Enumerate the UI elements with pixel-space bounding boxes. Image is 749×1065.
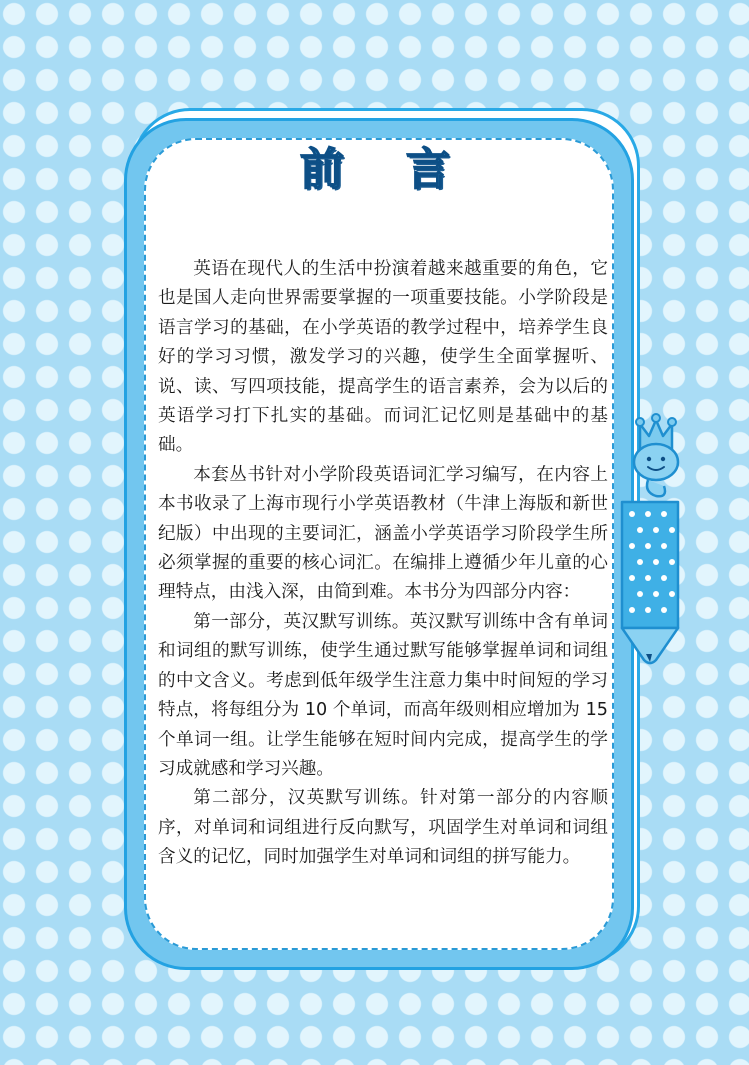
paragraph-3: 第一部分，英汉默写训练。英汉默写训练中含有单词和词组的默写训练，使学生通过默写能够掌握单词和词组的中文含义。考虑到低年级学生注意力集中时间短的学习特点，将每组分为 10 个单词，而高年级则相应增加为 15 个单词一组。让学生能够在短时间内完成，提高学生的学习成就感和学习兴趣。 <box>158 611 608 779</box>
title-char-1: 前 <box>300 144 344 195</box>
paragraph-2: 本套丛书针对小学阶段英语词汇学习编写，在内容上本书收录了上海市现行小学英语教材（牛津上海版和新世纪版）中出现的主要词汇，涵盖小学英语学习阶段学生所必须掌握的重要的核心词汇。在编排上遵循少年儿童的心理特点，由浅入深，由简到难。本书分为四部分内容： <box>158 464 608 603</box>
paragraph-1: 英语在现代人的生活中扮演着越来越重要的角色，它也是国人走向世界需要掌握的一项重要技能。小学阶段是语言学习的基础，在小学英语的教学过程中，培养学生良好的学习习惯，激发学习的兴趣，使学生全面掌握听、说、读、写四项技能，提高学生的语言素养，会为以后的英语学习打下扎实的基础。而词汇记忆则是基础中的基础。 <box>158 259 608 456</box>
page-title <box>300 140 450 200</box>
paragraph-4: 第二部分，汉英默写训练。针对第一部分的内容顺序，对单词和词组进行反向默写，巩固学生对单词和词组含义的记忆，同时加强学生对单词和词组的拼写能力。 <box>158 788 608 868</box>
crowned-pencil-mascot-icon <box>616 410 694 672</box>
preface-body <box>158 255 608 873</box>
title-char-2: 言 <box>406 144 450 195</box>
